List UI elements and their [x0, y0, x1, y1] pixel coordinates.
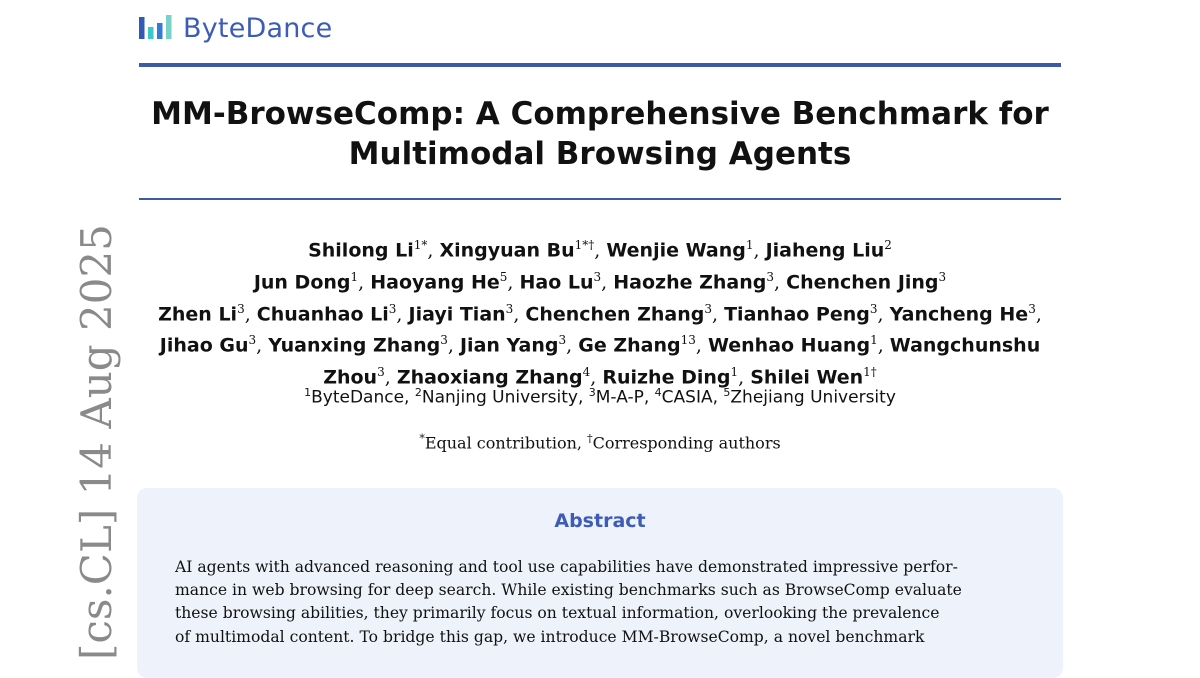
title-line-1: MM-BrowseComp: A Comprehensive Benchmark for: [151, 96, 1049, 132]
logo-text: ByteDance: [183, 12, 333, 44]
affiliation-name: Nanjing University: [421, 387, 578, 408]
author-name: Haozhe Zhang: [613, 271, 767, 294]
author-affiliation-mark: 3: [938, 269, 947, 284]
author-line: Shilong $Li^{1*}$, Xingyuan $Bu^{1*\dagger}$, Wenjie Wang$^1$, Jiaheng Liu$^2$: [308, 238, 892, 262]
author-affiliation-mark: 3: [237, 301, 245, 316]
affiliation-mark: 1: [304, 386, 312, 399]
author-name: Ge Zhang: [578, 334, 681, 357]
author-name: Yuanxing Zhang: [268, 334, 441, 357]
author-affiliation-mark: 3: [505, 301, 514, 316]
abstract-line: these browsing abilities, they primarily focus on textual information, overlooking the prevalence: [175, 604, 940, 623]
title-rule: [139, 198, 1061, 200]
author-name: Jihao Gu: [159, 334, 249, 357]
equal-text: Equal contribution,: [424, 433, 588, 453]
author-affiliation-mark: 1*: [413, 238, 428, 252]
corr-text: Corresponding authors: [592, 433, 781, 453]
author-affiliation-mark: 3: [869, 301, 878, 316]
author-name: Tianhao Peng: [724, 302, 870, 325]
affiliation-mark: 2: [414, 386, 422, 399]
author-name: Hao Lu: [519, 271, 594, 294]
author-name: Haoyang He: [370, 271, 500, 294]
contribution-note: [139, 432, 1061, 452]
author-line: Jihao Gu$^3$, Yuanxing Zhang$^3$, Jian Yang$^3$, Ge Zhang$^{13}$, Wenhao Huang$^1$, Wangchunshu: [159, 333, 1041, 357]
affiliation-mark: 3: [588, 386, 596, 399]
author-name: Jian Yang: [459, 334, 559, 357]
author-name: Chenchen Zhang: [525, 302, 705, 325]
author-affiliation-mark: 3: [388, 301, 397, 316]
author-name: Chenchen Jing: [786, 271, 939, 294]
abstract-box: [137, 488, 1063, 678]
author-affiliation-mark: 3: [440, 333, 448, 348]
author-name: Zhaoxiang Zhang: [396, 366, 583, 389]
author-line: Zhou$^3$, Zhaoxiang Zhang$^4$, Ruizhe Ding$^1$, Shilei Wen$^{1\dagger}$: [323, 365, 877, 389]
author-affiliation-mark: 3: [1028, 301, 1036, 316]
author-affiliation-mark: 1*†: [574, 238, 595, 252]
corr-mark: †: [587, 432, 593, 445]
author-name: Zhen Li: [158, 302, 238, 325]
author-name: Shilong Li: [308, 239, 414, 262]
author-list: [139, 232, 1061, 391]
abstract-heading: Abstract: [554, 510, 646, 532]
paper-title: [139, 94, 1061, 174]
author-affiliation-mark: 1†: [863, 365, 877, 380]
affiliation-mark: 5: [723, 386, 731, 399]
bytedance-bars-icon: [138, 14, 174, 42]
abstract-line: of multimodal content. To bridge this gap, we introduce MM-BrowseComp, a novel benchmark: [175, 627, 925, 646]
author-name: Wangchunshu: [889, 334, 1041, 357]
author-affiliation-mark: 3: [377, 365, 385, 380]
author-name: Zhou: [323, 366, 378, 389]
author-line: Jun Dong$^1$, Haoyang He$^5$, Hao Lu$^3$, Haozhe Zhang$^3$, Chenchen Jing$^3$: [253, 269, 947, 294]
affiliation-name: ByteDance: [311, 387, 405, 408]
affiliation-name: M-A-P: [595, 387, 644, 408]
author-name: Wenhao Huang: [707, 334, 871, 357]
author-name: Yancheng He: [889, 302, 1029, 325]
affiliation-name: CASIA: [661, 387, 713, 408]
author-name: Xingyuan Bu: [439, 239, 575, 262]
author-name: Wenjie Wang: [606, 239, 746, 262]
author-name: Shilei Wen: [750, 366, 864, 389]
abstract-line: AI agents with advanced reasoning and tool use capabilities have demonstrated impressive perfor-: [175, 558, 958, 576]
header-rule: [139, 63, 1061, 67]
author-name: Jiaheng Liu: [765, 239, 885, 262]
author-affiliation-mark: 3: [248, 333, 257, 348]
author-name: Jiayi Tian: [408, 302, 506, 325]
author-affiliation-mark: 4: [582, 365, 591, 380]
bytedance-logo: [138, 12, 332, 44]
author-affiliation-mark: 13: [680, 333, 696, 348]
author-affiliation-mark: 1: [870, 333, 878, 348]
author-name: Chuanhao Li: [256, 302, 389, 325]
author-affiliation-mark: 1: [745, 238, 754, 252]
abstract-body: [175, 556, 1025, 649]
author-line: Zhen Li$^3$, Chuanhao Li$^3$, Jiayi Tian$^3$, Chenchen Zhang$^3$, Tianhao Peng$^3$, Yancheng He$^3$,: [158, 301, 1042, 325]
affiliation-mark: 4: [654, 386, 662, 399]
author-affiliation-mark: 3: [704, 301, 712, 316]
author-name: Ruizhe Ding: [602, 366, 731, 389]
affiliations: $^1$ByteDance, $^2$Nanjing University, $^3$M-A-P, $^4$CASIA, $^5$Zhejiang University: [304, 386, 896, 408]
author-affiliation-mark: 1: [730, 365, 739, 380]
author-affiliation-mark: 3: [558, 333, 567, 348]
affiliation-name: Zhejiang University: [730, 387, 896, 408]
title-line-2: Multimodal Browsing Agents: [348, 136, 852, 172]
author-affiliation-mark: 3: [593, 269, 602, 284]
author-name: Jun Dong: [253, 271, 351, 294]
arxiv-side-stamp: [cs.CL] 14 Aug 2025: [72, 224, 121, 660]
abstract-line: mance in web browsing for deep search. While existing benchmarks such as BrowseComp evaluate: [175, 581, 962, 600]
author-affiliation-mark: 1: [350, 269, 359, 284]
author-affiliation-mark: 2: [884, 238, 892, 252]
author-affiliation-mark: 3: [766, 269, 775, 284]
author-affiliation-mark: 5: [499, 269, 508, 284]
equal-mark: *: [419, 432, 425, 445]
